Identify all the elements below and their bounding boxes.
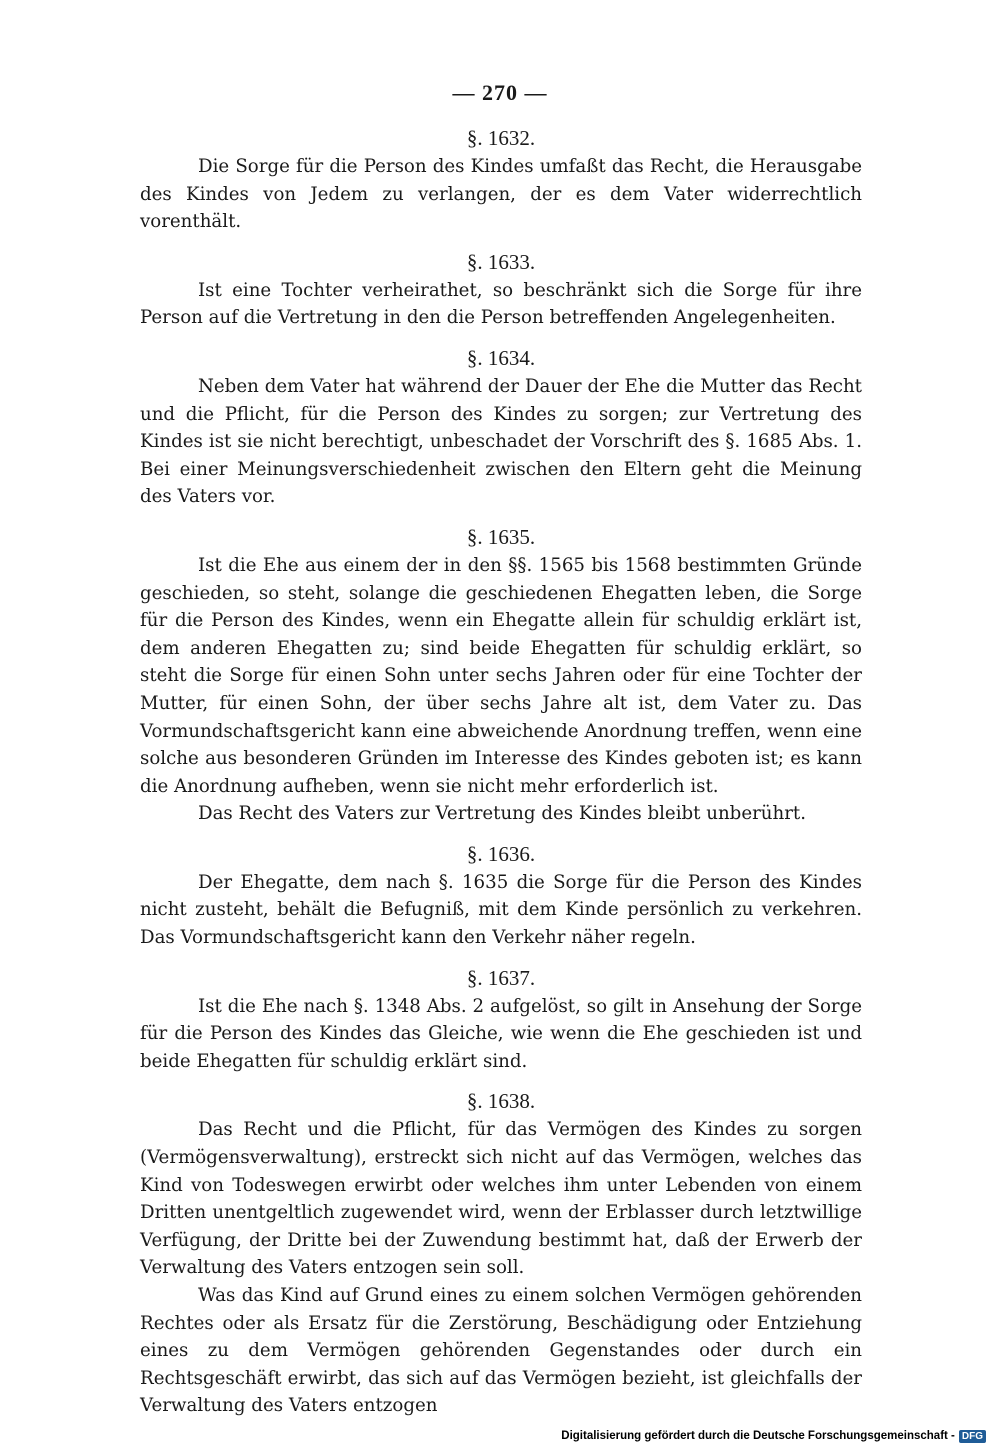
digitization-footer <box>561 1425 986 1447</box>
paragraph: Das Recht des Vaters zur Vertretung des Kindes bleibt unberührt. <box>198 803 806 825</box>
dfg-logo: DFG <box>959 1430 986 1443</box>
paragraph: Was das Kind auf Grund eines zu einem solchen Vermögen gehörenden Rechtes oder als Ersatz für die Zerstörung, Beschädigung oder Entziehung eines zu dem Vermögen gehörenden Gegenstandes oder durch ein Rechtsgeschäft erwirbt, das sich auf das Vermögen bezieht, ist gleichfalls der Verwaltung des Vaters entzogen <box>140 1285 862 1417</box>
section-heading: §. 1633. <box>466 249 536 274</box>
section-1635 <box>140 525 862 828</box>
section-heading: §. 1635. <box>466 524 536 549</box>
paragraph: Ist die Ehe nach §. 1348 Abs. 2 aufgelöst, so gilt in Ansehung der Sorge für die Person des Kindes das Gleiche, wie wenn die Ehe geschieden ist und beide Ehegatten für schuldig erklärt sind. <box>140 995 862 1072</box>
section-heading: §. 1638. <box>466 1089 536 1114</box>
section-1636 <box>140 842 862 952</box>
paragraph: Ist die Ehe aus einem der in den §§. 1565 bis 1568 bestimmten Gründe geschieden, so steht, solange die geschiedenen Ehegatten leben, die Sorge für die Person des Kindes, wenn ein Ehegatte allein für schuldig erklärt ist, dem anderen Ehegatten zu; sind beide Ehegatten für schuldig erklärt, so steht die Sorge für einen Sohn unter sechs Jahren oder für eine Tochter der Mutter, für einen Sohn, der über sechs Jahre alt ist, dem Vater zu. Das Vormundschaftsgericht kann eine abweichende Anordnung treffen, wenn eine solche aus besonderen Gründen im Interesse des Kindes geboten ist; es kann die Anordnung aufheben, wenn sie nicht mehr erforderlich ist. <box>140 554 862 797</box>
paragraph: Ist eine Tochter verheirathet, so beschränkt sich die Sorge für ihre Person auf die Vertretung in den die Person betreffenden Angelegenheiten. <box>140 279 862 329</box>
page-number: — 270 — <box>452 80 548 105</box>
section-1632 <box>140 126 862 236</box>
paragraph: Neben dem Vater hat während der Dauer der Ehe die Mutter das Recht und die Pflicht, für die Person des Kindes zu sorgen; zur Vertretung des Kindes ist sie nicht berechtigt, unbeschadet der Vorschrift des §. 1685 Abs. 1. Bei einer Meinungsverschiedenheit zwischen den Eltern geht die Meinung des Vaters vor. <box>140 375 862 508</box>
section-heading: §. 1632. <box>466 126 536 150</box>
section-1637 <box>140 966 862 1076</box>
section-heading: §. 1636. <box>466 841 536 866</box>
paragraph: Das Recht und die Pflicht, für das Vermögen des Kindes zu sorgen (Vermögensverwaltung), erstreckt sich nicht auf das Vermögen, welches das Kind von Todeswegen erwirbt oder welches ihm unter Lebenden von einem Dritten unentgeltlich zugewendet wird, wenn der Erblasser durch letztwillige Verfügung, der Dritte bei der Zuwendung bestimmt hat, daß der Erwerb der Verwaltung des Vaters entzogen sein soll. <box>140 1119 862 1279</box>
section-1634 <box>140 346 862 511</box>
paragraph: Die Sorge für die Person des Kindes umfaßt das Recht, die Herausgabe des Kindes von Jedem zu verlangen, der es dem Vater widerrechtlich vorenthält. <box>140 156 862 233</box>
document-body <box>140 126 862 1434</box>
section-1638 <box>140 1089 862 1420</box>
paragraph: Der Ehegatte, dem nach §. 1635 die Sorge für die Person des Kindes nicht zusteht, behält die Befugniß, mit dem Kinde persönlich zu verkehren. Das Vormundschaftsgericht kann den Verkehr näher regeln. <box>140 871 862 949</box>
section-heading: §. 1637. <box>466 965 536 990</box>
section-heading: §. 1634. <box>466 345 536 370</box>
footer-credit-text: Digitalisierung gefördert durch die Deutsche Forschungsgemeinschaft - <box>561 1430 955 1442</box>
section-1633 <box>140 250 862 332</box>
